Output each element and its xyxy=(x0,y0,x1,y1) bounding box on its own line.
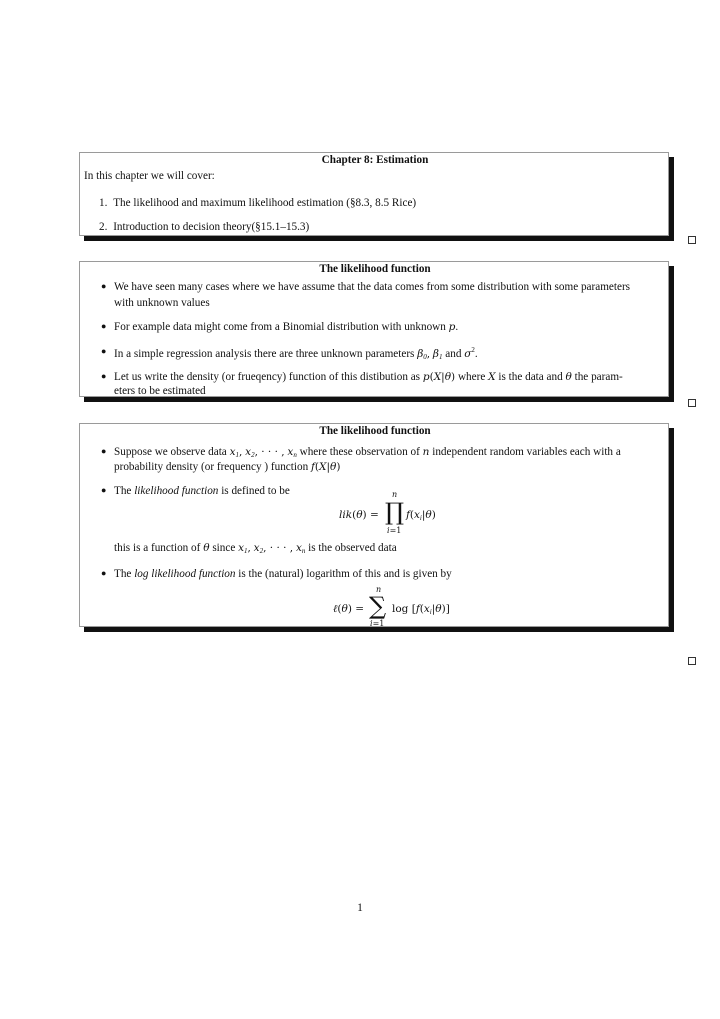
math-density: p xyxy=(422,371,430,383)
bullet-icon: ● xyxy=(101,485,107,495)
note-text-part: is the observed data xyxy=(308,542,397,554)
slide-likelihood-definition xyxy=(79,423,669,627)
math-p: p xyxy=(448,321,456,333)
page-number: 1 xyxy=(357,902,363,914)
bullet-text-part: and xyxy=(445,348,462,360)
math-theta: θ xyxy=(565,371,572,383)
sum-symbol-icon: ∑ xyxy=(369,592,387,620)
equation-lhs: lik(θ) = xyxy=(339,509,379,521)
end-of-slide-box-icon xyxy=(688,657,696,665)
bullet-text: We have seen many cases where we have assume that the data comes from some distribution with some parameters xyxy=(114,281,631,293)
bullet-text-part: probability density (or frequency ) function xyxy=(114,461,309,473)
bullet-icon: ● xyxy=(101,446,107,456)
bullet-icon: ● xyxy=(101,281,107,291)
equation-lhs: ℓ(θ) = xyxy=(333,603,365,615)
emphasis-text: likelihood function xyxy=(134,485,219,497)
math-x: X xyxy=(488,371,496,383)
slide-title: The likelihood function xyxy=(319,263,431,275)
math-sigma: σ xyxy=(464,348,472,360)
math-data: x xyxy=(229,446,236,458)
note-text-part: since xyxy=(212,542,236,554)
bullet-icon: ● xyxy=(101,346,107,356)
bullet-text: eters to be estimated xyxy=(114,385,206,397)
bullet-text-part: where these observation of xyxy=(299,446,420,458)
bullet-text-part: Let us write the density (or frueqency) function of this distibution as xyxy=(114,371,421,383)
bullet-text: with unknown values xyxy=(114,297,210,309)
note-text-part: this is a function of xyxy=(114,542,201,554)
product-upper-limit: n xyxy=(392,490,398,499)
bullet-text-part: is the (natural) logarithm of this and is given by xyxy=(238,568,452,580)
math-data: x xyxy=(238,542,245,554)
sum-upper-limit: n xyxy=(376,585,382,594)
slide-title: Chapter 8: Estimation xyxy=(321,154,429,166)
list-item-2 xyxy=(99,221,309,233)
math-beta: β xyxy=(417,348,424,360)
product-symbol-icon: ∏ xyxy=(385,498,405,526)
sum-lower-limit: i=1 xyxy=(370,619,385,628)
bullet-text: probability density (or frequency ) function f(X|θ) xyxy=(114,461,341,473)
bullet-icon: ● xyxy=(101,371,107,381)
list-item-number: 1. xyxy=(99,197,108,209)
bullet-icon: ● xyxy=(101,568,107,578)
end-of-slide-box-icon xyxy=(688,399,696,407)
math-density: f xyxy=(310,461,315,473)
slide-chapter-8 xyxy=(79,152,669,236)
list-item-1 xyxy=(99,197,416,209)
math-beta: β xyxy=(432,348,439,360)
intro-text: In this chapter we will cover: xyxy=(84,170,215,182)
slide-likelihood-intro xyxy=(79,261,669,397)
bullet-text: Let us write the density (or frueqency) function of this distibution as p(X|θ) where X is the data and θ the param- xyxy=(114,371,623,383)
bullet-text-part: the param- xyxy=(574,371,623,383)
emphasis-text: log likelihood function xyxy=(134,568,236,580)
bullet-text-part: In a simple regression analysis there are three unknown parameters xyxy=(114,348,415,360)
product-lower-limit: i=1 xyxy=(387,526,402,535)
end-of-slide-box-icon xyxy=(688,236,696,244)
slide-title: The likelihood function xyxy=(319,425,431,437)
bullet-text-part: The xyxy=(114,485,132,497)
bullet-icon: ● xyxy=(101,321,107,331)
bullet-text xyxy=(114,485,290,497)
bullet-text: In a simple regression analysis there are three unknown parameters $\beta_0$, $\beta_1$ and $\sigma^2$. xyxy=(114,346,478,361)
bullet-text: For example data might come from a Binomial distribution with unknown p. xyxy=(114,321,459,333)
bullet-text-part: independent random variables each with a xyxy=(432,446,621,458)
bullet-text-part: Suppose we observe data xyxy=(114,446,227,458)
list-item-text: Introduction to decision theory(§15.1–15.3) xyxy=(113,221,310,233)
equation-rhs: $f(x_i|\theta)$ xyxy=(406,509,436,522)
bullet-text-part: is defined to be xyxy=(221,485,290,497)
note-text: this is a function of θ since $x_1$, $x_2$, · · · , $x_n$ is the observed data xyxy=(114,542,397,555)
list-item-text: The likelihood and maximum likelihood estimation (§8.3, 8.5 Rice) xyxy=(113,197,417,209)
bullet-text-part: For example data might come from a Binomial distribution with unknown xyxy=(114,321,446,333)
math-n: n xyxy=(422,446,430,458)
list-item-number: 2. xyxy=(99,221,108,233)
equation-rhs: $\log [f(x_i|\theta)]$ xyxy=(392,603,450,616)
bullet-text-part: is the data and xyxy=(498,371,563,383)
bullet-text xyxy=(114,568,452,580)
math-theta: θ xyxy=(203,542,210,554)
bullet-text-part: where xyxy=(457,371,486,383)
bullet-text: Suppose we observe data $x_1$, $x_2$, · · · , $x_n$ where these observation of n independent random variables each with a xyxy=(114,446,621,459)
bullet-text-part: The xyxy=(114,568,132,580)
